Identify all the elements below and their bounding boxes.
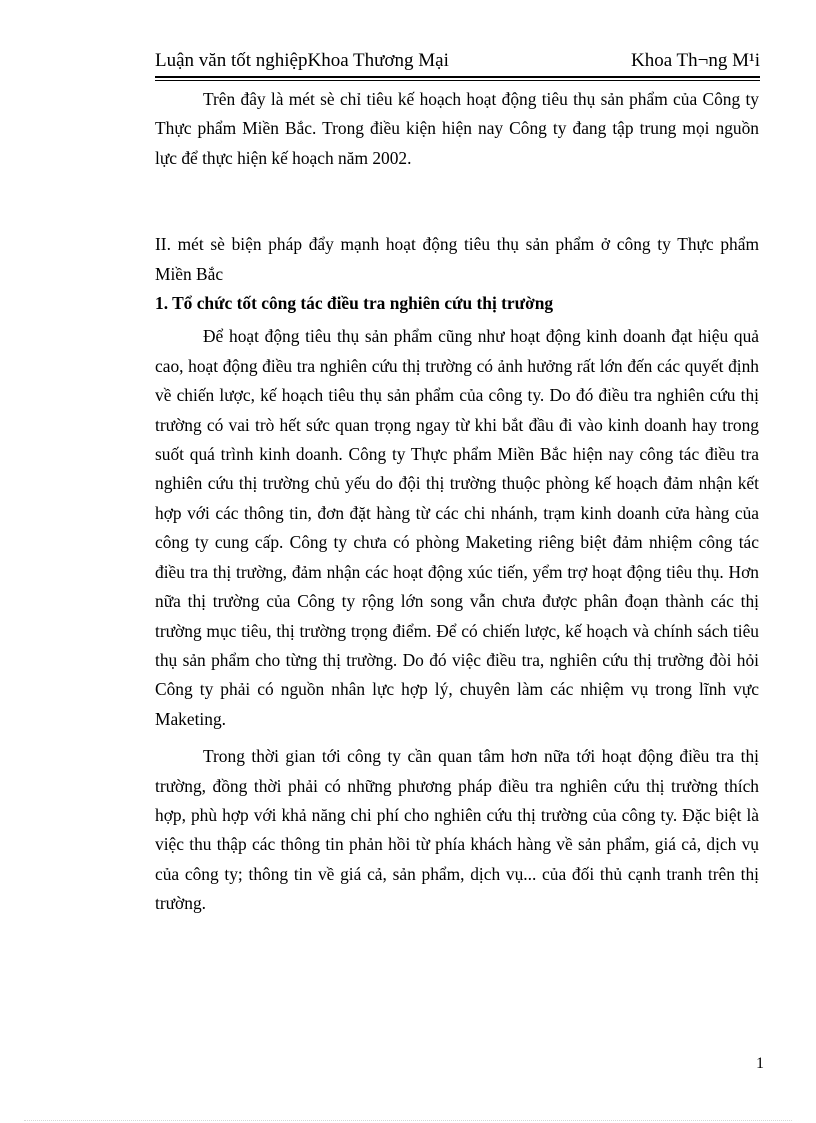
document-body bbox=[155, 85, 759, 919]
body-paragraph-2: Trong thời gian tới công ty cần quan tâm hơn nữa tới hoạt động điều tra thị trường, đồng thời phải có những phương pháp điều tra nghiên cứu thị trường thích hợp, phù hợp với khả năng chi phí cho nghiên cứu thị trường của công ty. Đặc biệt là việc thu thập các thông tin phản hồi từ phía khách hàng về sản phẩm, giá cả, dịch vụ của công ty; thông tin về giá cả, sản phẩm, dịch vụ... của đối thủ cạnh tranh trên thị trường. bbox=[155, 746, 759, 914]
section-title: II. mét sè biện pháp đẩy mạnh hoạt động tiêu thụ sản phẩm ở công ty Thực phẩm Miền Bắc bbox=[155, 234, 759, 284]
header-right-text: Khoa Th¬ng M¹i bbox=[630, 50, 760, 71]
header-rule-thin bbox=[155, 80, 760, 81]
subheading: 1. Tổ chức tốt công tác điều tra nghiên cứu thị trường bbox=[155, 293, 554, 314]
page-number: 1 bbox=[756, 1055, 764, 1072]
intro-paragraph: Trên đây là mét sè chỉ tiêu kế hoạch hoạt động tiêu thụ sản phẩm của Công ty Thực phẩm Miền Bắc. Trong điều kiện hiện nay Công ty đang tập trung mọi nguồn lực để thực hiện kế hoạch năm 2002. bbox=[155, 89, 759, 168]
header-left-text: Luận văn tốt nghiệpKhoa Thương Mại bbox=[155, 50, 449, 71]
running-header bbox=[155, 50, 760, 76]
page-bottom-border bbox=[24, 1120, 792, 1121]
spacer bbox=[155, 734, 759, 742]
spacer bbox=[155, 173, 759, 230]
body-paragraph-1: Để hoạt động tiêu thụ sản phẩm cũng như hoạt động kinh doanh đạt hiệu quả cao, hoạt động điều tra nghiên cứu thị trường có ảnh hưởng rất lớn đến các quyết định về chiến lược, kế hoạch tiêu thụ sản phẩm của công ty. Do đó điều tra nghiên cứu thị trường có vai trò hết sức quan trọng ngay từ khi bắt đầu đi vào kinh doanh hay trong suốt quá trình kinh doanh. Công ty Thực phẩm Miền Bắc hiện nay công tác điều tra nghiên cứu thị trường chủ yếu do đội thị trường thuộc phòng kế hoạch đảm nhận kết hợp với các thông tin, đơn đặt hàng từ các chi nhánh, trạm kinh doanh cửa hàng của công ty cung cấp. Công ty chưa có phòng Maketing riêng biệt đảm nhiệm công tác điều tra thị trường, đảm nhận các hoạt động xúc tiến, yểm trợ hoạt động tiêu thụ. Hơn nữa thị trường của Công ty rộng lớn song vẫn chưa được phân đoạn thành các thị trường mục tiêu, thị trường trọng điểm. Để có chiến lược, kế hoạch và chính sách tiêu thụ sản phẩm cho từng thị trường. Do đó việc điều tra, nghiên cứu thị trường đòi hỏi Công ty phải có nguồn nhân lực hợp lý, chuyên làm các nhiệm vụ trong lĩnh vực Maketing. bbox=[155, 326, 759, 729]
header-rule-thick bbox=[155, 76, 760, 78]
